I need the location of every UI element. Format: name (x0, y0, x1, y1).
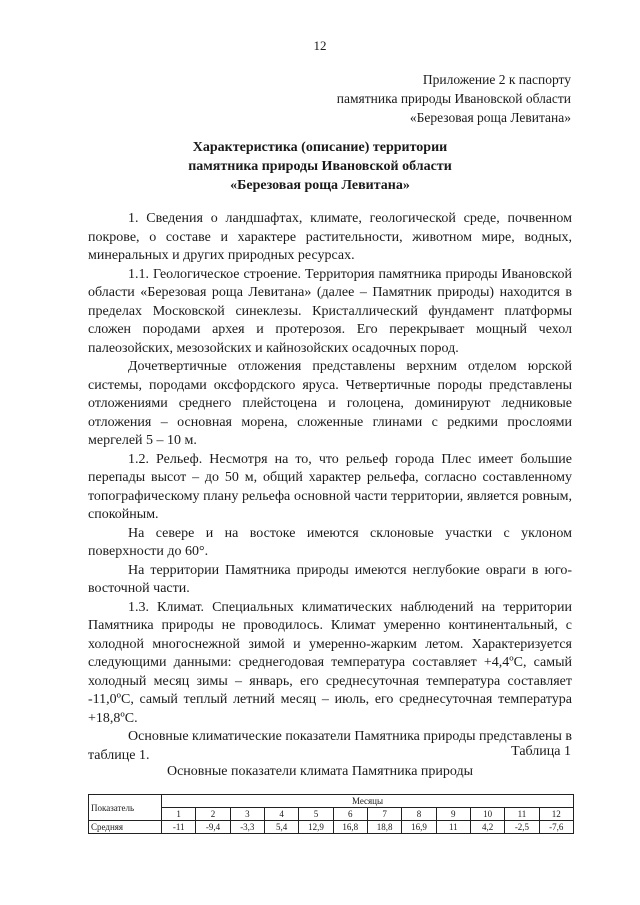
paragraph: 1.2. Рельеф. Несмотря на то, что рельеф города Плес имеет большие перепады высот – до 50 м, общий характер рельефа, согласно составленному топографическому плану рельефа основной части территории, является ровным, спокойным. (88, 451, 572, 522)
table-cell: -3,3 (230, 821, 264, 834)
table-cell: 16,9 (402, 821, 436, 834)
table-cell: 18,8 (367, 821, 401, 834)
table-cell: 12,9 (299, 821, 333, 834)
appendix-line-2: памятника природы Ивановской области (336, 91, 571, 106)
paragraph: На территории Памятника природы имеются неглубокие овраги в юго-восточной части. (88, 562, 572, 596)
month-header-cell: 9 (436, 808, 470, 821)
document-heading (0, 138, 640, 195)
row-label: Средняя (89, 821, 162, 834)
table-cell: 16,8 (333, 821, 367, 834)
table-cell: 11 (436, 821, 470, 834)
month-header-cell: 12 (539, 808, 573, 821)
month-number-row (89, 808, 574, 821)
table-cell: -7,6 (539, 821, 573, 834)
page-number: 12 (313, 38, 327, 53)
paragraph: 1. Сведения о ландшафтах, климате, геологической среде, почвенном покрове, о составе и характере растительности, животном мире, водных, минеральных и других природных ресурсах. (88, 211, 572, 263)
paragraph: 1.3. Климат. Специальных климатических наблюдений на территории Памятника природы не проводилось. Климат умеренно континентальный, с холодной многоснежной зимой и умеренно-жарким летом. Характеризуется следующими данными: среднегодовая температура составляет +4,4ºС, самый холодный месяц зимы – январь, его среднесуточная температура составляет -11,0ºС, самый теплый летний месяц – июль, его среднесуточная температура +18,8ºС. (88, 599, 572, 726)
paragraph: На севере и на востоке имеются склоновые участки с уклоном поверхности до 60°. (88, 525, 572, 559)
table-title: Основные показатели климата Памятника природы (166, 764, 474, 779)
appendix-note (337, 70, 571, 127)
climate-table (88, 794, 574, 834)
month-header-cell: 1 (162, 808, 196, 821)
month-header-cell: 10 (470, 808, 504, 821)
table-row (89, 821, 574, 834)
table-caption: Таблица 1 (511, 744, 571, 759)
table-cell: 4,2 (470, 821, 504, 834)
header-indicator: Показатель (89, 795, 162, 821)
table-cell: 5,4 (264, 821, 298, 834)
paragraph: 1.1. Геологическое строение. Территория памятника природы Ивановской области «Березовая роща Левитана» (далее – Памятник природы) находится в пределах Московской синеклезы. Кристаллический фундамент платформы сложен породами архея и протерозоя. Его перекрывает мощный чехол палеозойских, мезозойских и кайнозойских осадочных пород. (88, 266, 572, 356)
month-header-cell: 5 (299, 808, 333, 821)
paragraph: Основные климатические показатели Памятника природы представлены в таблице 1. (88, 729, 572, 763)
month-header-cell: 2 (196, 808, 230, 821)
month-header-cell: 8 (402, 808, 436, 821)
month-header-cell: 11 (505, 808, 539, 821)
table-cell: -2,5 (505, 821, 539, 834)
table-cell: -11 (162, 821, 196, 834)
table-cell: -9,4 (196, 821, 230, 834)
appendix-line-1: Приложение 2 к паспорту (422, 72, 571, 87)
heading-line-3: «Березовая роща Левитана» (230, 178, 410, 193)
heading-line-2: памятника природы Ивановской области (188, 159, 452, 174)
heading-line-1: Характеристика (описание) территории (192, 140, 448, 155)
month-header-cell: 7 (367, 808, 401, 821)
appendix-line-3: «Березовая роща Левитана» (409, 110, 571, 125)
table-header-row (89, 795, 574, 808)
month-header-cell: 4 (264, 808, 298, 821)
body-text (88, 210, 572, 765)
paragraph: Дочетвертичные отложения представлены верхним отделом юрской системы, породами оксфордского яруса. Четвертичные породы представлены отложениями среднего плейстоцена и голоцена, доминируют ледниковые отложения – основная морена, сложенные глинами с редкими прослоями мергелей 5 – 10 м. (88, 359, 572, 448)
header-months: Месяцы (162, 795, 574, 808)
month-header-cell: 6 (333, 808, 367, 821)
month-header-cell: 3 (230, 808, 264, 821)
table-body (89, 821, 574, 834)
